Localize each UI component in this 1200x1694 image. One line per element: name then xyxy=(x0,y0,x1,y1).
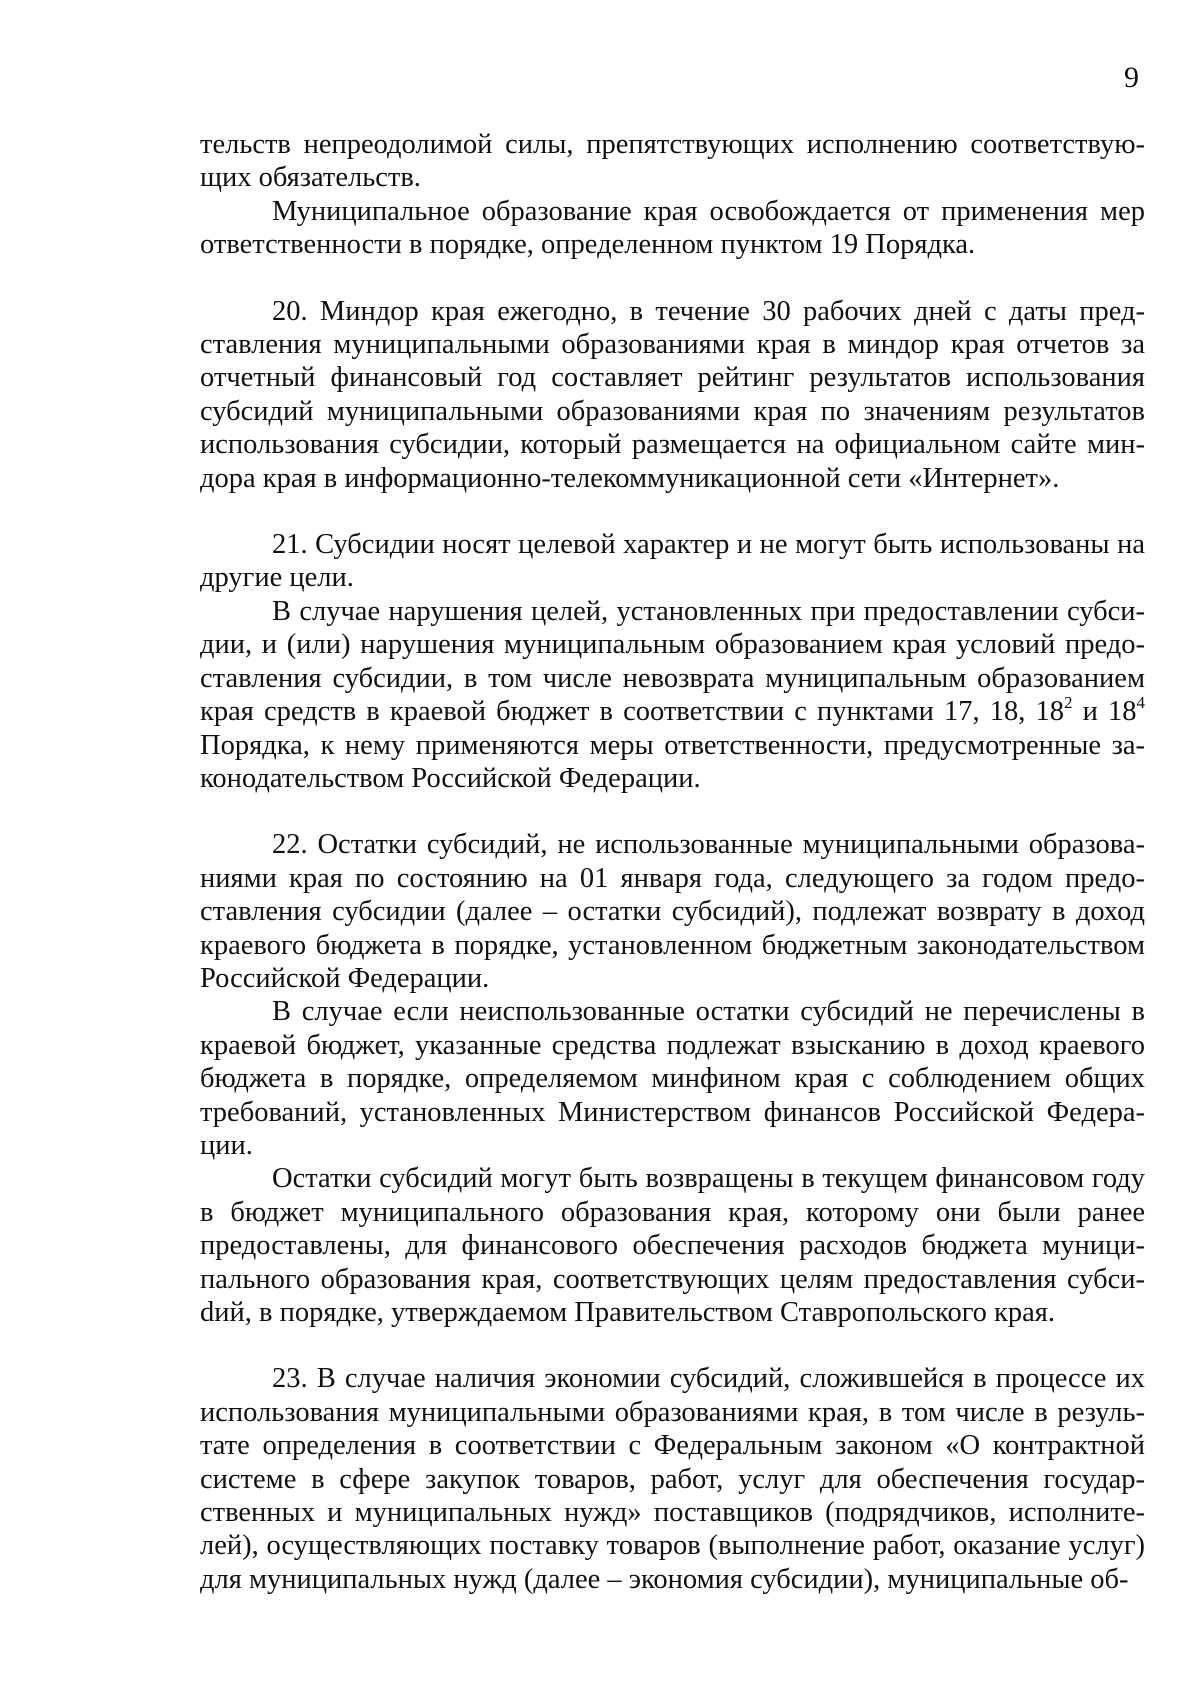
paragraph-21-violation-start: В случае нарушения целей, установленных при предоставлении субсидии, и (или) нарушения муниципальным образованием края условий предоставления субсидии, в том числе невозврата муниципальным образованием края средств в краевой бюджет в соответствии с пунктами 17, 18, 18 xyxy=(200,595,1145,728)
document-body xyxy=(200,128,1145,1596)
paragraph-21-violation xyxy=(200,595,1145,795)
paragraph-22-remainders: 22. Остатки субсидий, не использованные муниципальными образованиями края по состоянию на 01 января года, следующего за годом предоставления субсидии (далее – остатки субсидий), подлежат возврату в доход краевого бюджета в порядке, установленном бюджетным законодательством Российской Федерации. xyxy=(200,829,1145,994)
paragraph-continuation: тельств непреодолимой силы, препятствующих исполнению соответствующих обязательств. xyxy=(200,129,1145,194)
paragraph-22-recovery: В случае если неиспользованные остатки субсидий не перечислены в краевой бюджет, указанные средства подлежат взысканию в доход краевого бюджета в порядке, определяемом минфином края с соблюдением общих требований, установленных Министерством финансов Российской Федерации. xyxy=(200,996,1145,1161)
paragraph-exemption: Муниципальное образование края освобождается от применения мер ответственности в порядке, определенном пунктом 19 Порядка. xyxy=(200,195,1145,261)
superscript-4: 4 xyxy=(1136,693,1145,713)
paragraph-21-violation-mid: и 18 xyxy=(1072,696,1137,728)
paragraph-23-savings: 23. В случае наличия экономии субсидий, сложившейся в процессе их использования муниципальными образованиями края, в том числе в результате определения в соответствии с Федеральным законом «О контрактной системе в сфере закупок товаров, работ, услуг для обеспечения государственных и муниципальных нужд» поставщиков (подрядчиков, исполнителей), осуществляющих поставку товаров (выполнение работ, оказание услуг) для муниципальных нужд (далее – экономия субсидии), муниципальные об- xyxy=(200,1363,1145,1595)
paragraph-22-return: Остатки субсидий могут быть возвращены в текущем финансовом году в бюджет муниципального образования края, которому они были ранее предоставлены, для финансового обеспечения расходов бюджета муниципального образования края, соответствующих целям предоставления субсиdий, в порядке, утверждаемом Правительством Ставропольского края. xyxy=(200,1163,1145,1328)
page-number: 9 xyxy=(1124,61,1139,94)
paragraph-21-violation-end: Порядка, к нему применяются меры ответственности, предусмотренные законодательством Российской Федерации. xyxy=(200,729,1145,794)
paragraph-20-rating: 20. Миндор края ежегодно, в течение 30 рабочих дней с даты представления муниципальными образованиями края в миндор края отчетов за отчетный финансовый год составляет рейтинг результатов использования субсидий муниципальными образованиями края по значениям результатов использования субсидии, который размещается на официальном сайте миндора края в информационно-телекоммуникационной сети «Интернет». xyxy=(200,295,1145,494)
superscript-2: 2 xyxy=(1064,693,1073,713)
paragraph-21-purpose: 21. Субсидии носят целевой характер и не могут быть использованы на другие цели. xyxy=(200,529,1145,594)
